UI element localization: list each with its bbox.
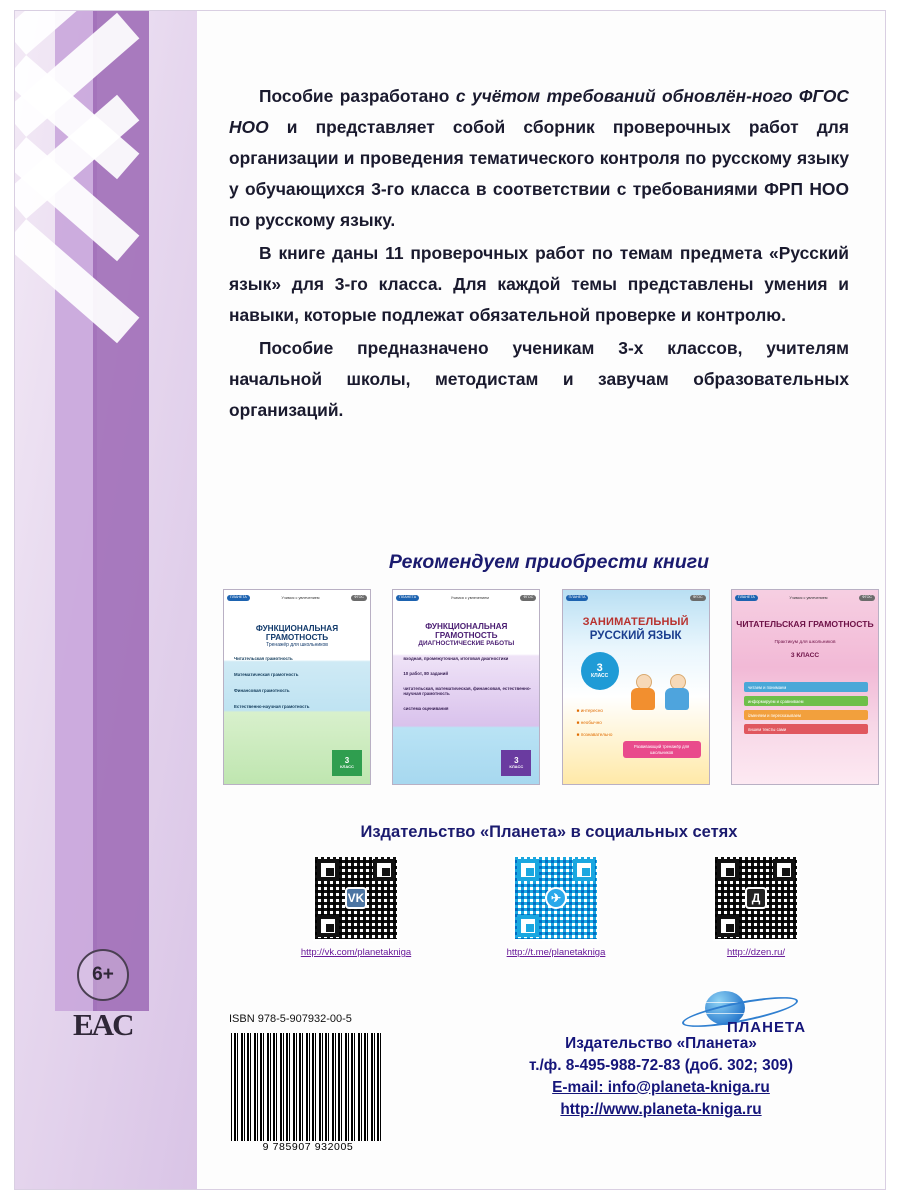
- isbn-text: ISBN 978-5-907932-00-5: [229, 1013, 352, 1025]
- book4-feature-bars: [744, 682, 868, 738]
- book4-top-badges: [732, 590, 878, 606]
- vk-icon: VK: [345, 887, 367, 909]
- book1-feature-list: [234, 656, 362, 720]
- book4-subtitle: Практикум для школьников: [774, 640, 836, 645]
- book3-grade-badge: [581, 652, 619, 690]
- publisher-phone: т./ф. 8-495-988-72-83 (доб. 302; 309): [529, 1056, 793, 1074]
- telegram-link[interactable]: http://t.me/planetakniga: [506, 947, 606, 958]
- book1-top-badges: [224, 590, 370, 606]
- recommended-books-row: [217, 589, 885, 785]
- book3-grade-number: 3: [596, 662, 603, 674]
- publisher-name: Издательство «Планета»: [565, 1035, 757, 1052]
- book-back-cover: [14, 10, 886, 1190]
- book-cover-2[interactable]: [392, 589, 540, 785]
- series-label: Учимся с увлечением: [281, 596, 320, 600]
- chevron-icon: [45, 189, 197, 309]
- publisher-badge: ПЛАНЕТА: [396, 595, 419, 602]
- social-item-vk[interactable]: [271, 855, 441, 958]
- qr-finder-icon: [573, 859, 595, 881]
- publisher-website[interactable]: http://www.planeta-kniga.ru: [560, 1100, 762, 1118]
- book2-feature: входная, промежуточная, итоговая диагностики: [403, 656, 509, 661]
- book1-subtitle: Тренажёр для школьников: [266, 642, 328, 648]
- book2-feature: 10 работ, 80 заданий: [403, 671, 449, 676]
- bullet-marker-icon: ■: [576, 708, 580, 713]
- age-rating-badge: 6+: [77, 949, 129, 1001]
- fgos-badge: ФГОС: [690, 595, 706, 602]
- book4-grade-badge: 3 КЛАСС: [790, 652, 820, 659]
- book2-grade-label: КЛАСС: [509, 764, 524, 769]
- kid-figure: [665, 674, 691, 710]
- annotation-paragraph-2: В книге даны 11 проверочных работ по темам предмета «Русский язык» для 3-го класса. Для каждой темы представлены умения и навыки, которые подлежат обязательной проверке и контролю.: [229, 242, 849, 325]
- book3-bullet-list: [577, 708, 613, 744]
- kid-body: [665, 688, 689, 710]
- book1-feature: Финансовая грамотность: [234, 688, 290, 693]
- book1-feature: Читательская грамотность: [234, 656, 293, 661]
- book1-title: ФУНКЦИОНАЛЬНАЯ ГРАМОТНОСТЬ: [255, 624, 339, 643]
- qr-code-dzen[interactable]: [713, 855, 799, 941]
- fgos-badge: ФГОС: [859, 595, 875, 602]
- barcode-digits: 9 785907 932005: [262, 1141, 354, 1153]
- publisher-badge: ПЛАНЕТА: [566, 595, 589, 602]
- book3-bullet: [577, 720, 613, 725]
- series-label: Учимся с увлечением: [450, 596, 489, 600]
- annotation-p1-emphasis: с учётом требований обновлён-ного ФГОС НОО: [229, 86, 849, 137]
- annotation-paragraph-3: Пособие предназначено ученикам 3-х классов, учителям начальной школы, методистам и завучам образовательных организаций.: [229, 337, 849, 420]
- fgos-badge: ФГОС: [351, 595, 367, 602]
- book3-bullet-label: интересно: [580, 708, 603, 713]
- annotation-text: [229, 81, 849, 426]
- qr-finder-icon: [717, 859, 739, 881]
- book3-bullet-label: познавательно: [580, 732, 613, 737]
- book-cover-1[interactable]: [223, 589, 371, 785]
- qr-finder-icon: [773, 859, 795, 881]
- kids-illustration: [627, 652, 701, 710]
- book2-top-badges: [393, 590, 539, 606]
- publisher-email[interactable]: E-mail: info@planeta-kniga.ru: [552, 1078, 770, 1096]
- book3-bullet: [577, 708, 613, 713]
- telegram-icon: ✈: [545, 887, 567, 909]
- annotation-p1-c: и представляет собой сборник проверочных работ для организации и проведения тематического контроля по русскому языку у обучающихся 3-го класса в соответствии с требованиями ФРП НОО по русскому языку.: [229, 116, 849, 230]
- book1-grade-badge: [332, 750, 362, 776]
- qr-finder-icon: [373, 859, 395, 881]
- annotation-paragraph-1: [229, 81, 849, 236]
- social-item-telegram[interactable]: [471, 855, 641, 958]
- book3-bullet-label: необычно: [580, 720, 602, 725]
- book4-feature: информируем и сравниваем: [744, 696, 868, 706]
- book3-banner: Развивающий тренажёр для школьников: [623, 741, 701, 758]
- book-cover-4[interactable]: [731, 589, 879, 785]
- book3-top-badges: [563, 590, 709, 606]
- barcode-image: [231, 1033, 383, 1141]
- recommend-title: Рекомендуем приобрести книги: [388, 551, 710, 573]
- book2-title: ФУНКЦИОНАЛЬНАЯ ГРАМОТНОСТЬ: [425, 622, 508, 641]
- content-column: [211, 11, 886, 1189]
- book4-feature: izменяем и пересказываем: [744, 710, 868, 720]
- book3-title: ЗАНИМАТЕЛЬНЫЙ: [582, 616, 689, 628]
- eac-mark-icon: EAC: [73, 1007, 133, 1042]
- book1-grade-number: 3: [344, 756, 350, 765]
- kid-body: [631, 688, 655, 710]
- social-section-title: Издательство «Планета» в социальных сетях: [360, 823, 738, 841]
- book2-feature: система оценивания: [403, 706, 449, 711]
- qr-code-telegram[interactable]: [513, 855, 599, 941]
- kid-figure: [631, 674, 657, 710]
- social-qr-row: [271, 855, 841, 958]
- qr-finder-icon: [317, 915, 339, 937]
- qr-finder-icon: [717, 915, 739, 937]
- book2-feature-list: [403, 656, 531, 721]
- qr-finder-icon: [517, 859, 539, 881]
- qr-code-vk[interactable]: [313, 855, 399, 941]
- book4-feature: пишем тексты сами: [744, 724, 868, 734]
- book2-subtitle: ДИАГНОСТИЧЕСКИЕ РАБОТЫ: [418, 640, 515, 647]
- book3-title-second-line: РУССКИЙ ЯЗЫК: [589, 630, 682, 642]
- series-label: Учимся с увлечением: [789, 596, 828, 600]
- dzen-link[interactable]: http://dzen.ru/: [726, 947, 786, 958]
- social-item-dzen[interactable]: [671, 855, 841, 958]
- book4-title: ЧИТАТЕЛЬСКАЯ ГРАМОТНОСТЬ: [736, 619, 874, 629]
- book2-feature: читательская, математическая, финансовая, естественно-научная грамотность: [403, 686, 531, 696]
- qr-finder-icon: [517, 915, 539, 937]
- book1-grade-label: КЛАСС: [340, 764, 354, 769]
- planeta-wordmark: ПЛАНЕТА: [727, 1019, 807, 1036]
- book2-grade-badge: [501, 750, 531, 776]
- publisher-badge: ПЛАНЕТА: [735, 595, 758, 602]
- book1-feature: Математическая грамотность: [234, 672, 299, 677]
- planeta-logo: [675, 991, 805, 1039]
- bullet-marker-icon: ■: [576, 720, 580, 725]
- publisher-contacts: [451, 1033, 871, 1121]
- annotation-p1-a: Пособие разработано: [259, 86, 456, 106]
- book-cover-3[interactable]: [562, 589, 710, 785]
- book3-grade-label: КЛАСС: [591, 673, 609, 679]
- decorative-left-band: [15, 11, 197, 1189]
- fgos-badge: ФГОС: [520, 595, 536, 602]
- bullet-marker-icon: ■: [576, 732, 580, 737]
- dzen-icon: Д: [745, 887, 767, 909]
- book4-feature: читаем и понимаем: [744, 682, 868, 692]
- publisher-badge: ПЛАНЕТА: [227, 595, 250, 602]
- book2-grade-number: 3: [514, 756, 519, 765]
- book1-feature: Естественно-научная грамотность: [234, 704, 310, 709]
- vk-link[interactable]: http://vk.com/planetakniga: [300, 947, 412, 958]
- book3-bullet: [577, 732, 613, 737]
- qr-finder-icon: [317, 859, 339, 881]
